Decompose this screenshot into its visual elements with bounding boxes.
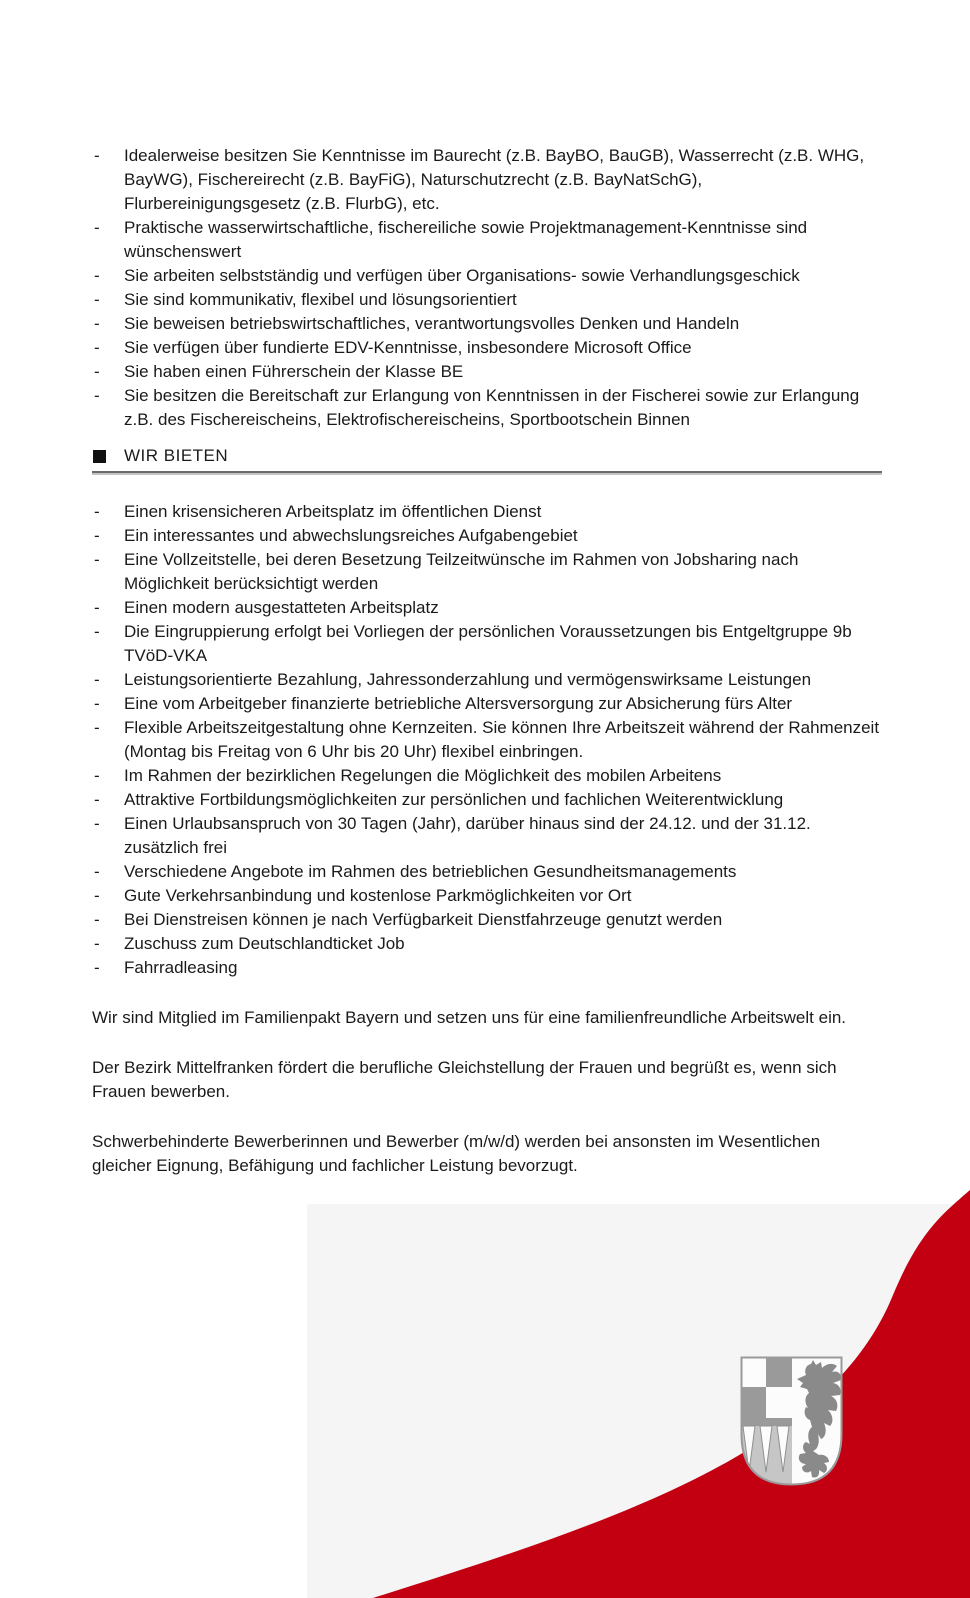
section-header xyxy=(92,444,882,468)
list-item: - Attraktive Fortbildungsmöglichkeiten zur persönlichen und fachlichen Weiterentwicklung xyxy=(92,788,882,812)
coat-of-arms-icon xyxy=(740,1356,843,1486)
shield-field xyxy=(740,1356,843,1486)
paragraph-gleichstellung: Der Bezirk Mittelfranken fördert die berufliche Gleichstellung der Frauen und begrüßt es, wenn sich Frauen bewerben. xyxy=(92,1058,837,1101)
list-item: - Einen krisensicheren Arbeitsplatz im öffentlichen Dienst xyxy=(92,500,882,524)
paragraph-familienpakt: Wir sind Mitglied im Familienpakt Bayern und setzen uns für eine familienfreundliche Arbeitswelt ein. xyxy=(92,1008,847,1027)
paragraph-schwerbehinderte: Schwerbehinderte Bewerberinnen und Bewerber (m/w/d) werden bei ansonsten im Wesentlichen gleicher Eignung, Befähigung und fachlicher Leistung bevorzugt. xyxy=(92,1132,821,1175)
rake-bar xyxy=(740,1418,792,1426)
checker-cell xyxy=(766,1356,792,1387)
list-item: - Einen modern ausgestatteten Arbeitsplatz xyxy=(92,596,882,620)
list-item: - Im Rahmen der bezirklichen Regelungen die Möglichkeit des mobilen Arbeitens xyxy=(92,764,882,788)
list-item: - Sie haben einen Führerschein der Klasse BE xyxy=(92,360,882,384)
red-swoosh-shape xyxy=(373,1190,970,1598)
list-item: - Sie verfügen über fundierte EDV-Kenntnisse, insbesondere Microsoft Office xyxy=(92,336,882,360)
benefits-list xyxy=(92,500,882,980)
list-item: - Fahrradleasing xyxy=(92,956,882,980)
section-divider-rule xyxy=(92,471,882,475)
section-title: WIR BIETEN xyxy=(124,446,229,465)
list-item: - Die Eingruppierung erfolgt bei Vorliegen der persönlichen Voraussetzungen bis Entgeltgruppe 9b TVöD-VKA xyxy=(92,620,882,668)
list-item: - Sie beweisen betriebswirtschaftliches, verantwortungsvolles Denken und Handeln xyxy=(92,312,882,336)
document-content xyxy=(92,144,882,1178)
list-item: - Bei Dienstreisen können je nach Verfügbarkeit Dienstfahrzeuge genutzt werden xyxy=(92,908,882,932)
requirements-list xyxy=(92,144,882,432)
list-item: - Leistungsorientierte Bezahlung, Jahressonderzahlung und vermögenswirksame Leistungen xyxy=(92,668,882,692)
list-item: - Sie arbeiten selbstständig und verfügen über Organisations- sowie Verhandlungsgeschick xyxy=(92,264,882,288)
list-item: - Verschiedene Angebote im Rahmen des betrieblichen Gesundheitsmanagements xyxy=(92,860,882,884)
list-item: - Ein interessantes und abwechslungsreiches Aufgabengebiet xyxy=(92,524,882,548)
list-item: - Sie besitzen die Bereitschaft zur Erlangung von Kenntnissen in der Fischerei sowie zur Erlangung z.B. des Fischereischeins, Elektrofischereischeins, Sportbootschein Binnen xyxy=(92,384,882,432)
list-item: - Eine Vollzeitstelle, bei deren Besetzung Teilzeitwünsche im Rahmen von Jobsharing nach Möglichkeit berücksichtigt werden xyxy=(92,548,882,596)
list-item: - Sie sind kommunikativ, flexibel und lösungsorientiert xyxy=(92,288,882,312)
list-item: - Praktische wasserwirtschaftliche, fischereiliche sowie Projektmanagement-Kenntnisse sind wünschenswert xyxy=(92,216,882,264)
list-item: - Eine vom Arbeitgeber finanzierte betriebliche Altersversorgung zur Absicherung fürs Alter xyxy=(92,692,882,716)
list-item: - Idealerweise besitzen Sie Kenntnisse im Baurecht (z.B. BayBO, BauGB), Wasserrecht (z.B. WHG, BayWG), Fischereirecht (z.B. BayFiG), Naturschutzrecht (z.B. BayNatSchG), Flurbereinigungsgesetz (z.B. FlurbG), etc. xyxy=(92,144,882,216)
checker-cell xyxy=(740,1387,766,1418)
black-square-bullet-icon xyxy=(93,450,106,463)
list-item: - Zuschuss zum Deutschlandticket Job xyxy=(92,932,882,956)
list-item: - Gute Verkehrsanbindung und kostenlose Parkmöglichkeiten vor Ort xyxy=(92,884,882,908)
list-item: - Flexible Arbeitszeitgestaltung ohne Kernzeiten. Sie können Ihre Arbeitszeit während der Rahmenzeit (Montag bis Freitag von 6 Uhr bis 20 Uhr) flexibel einbringen. xyxy=(92,716,882,764)
list-item: - Einen Urlaubsanspruch von 30 Tagen (Jahr), darüber hinaus sind der 24.12. und der 31.12. zusätzlich frei xyxy=(92,812,882,860)
